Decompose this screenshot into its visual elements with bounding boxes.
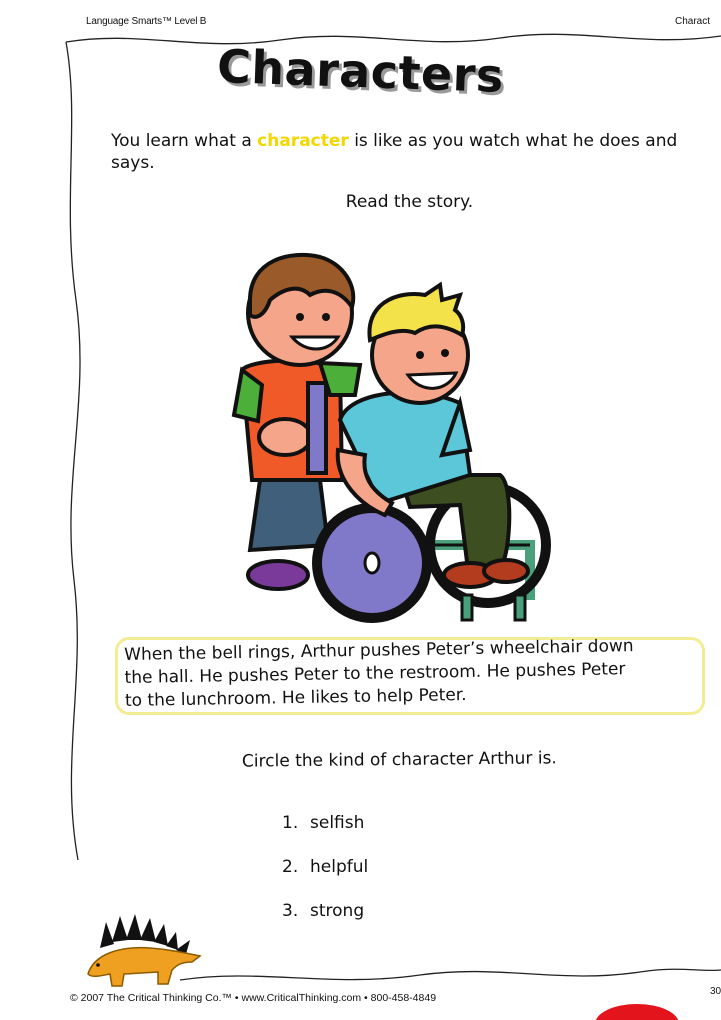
option-label: selfish [310,813,365,833]
intro-text [111,130,701,174]
story-line: to the lunchroom. He likes to help Peter. [124,685,467,711]
stegosaurus-mascot-icon [80,910,210,990]
boy-pushing-wheelchair-illustration [230,245,560,630]
highlighted-term: character [257,131,349,151]
story-line: When the bell rings, Arthur pushes Peter’s wheelchair down [124,636,634,665]
option-number: 2. [282,857,299,877]
intro-before: You learn what a [111,131,258,151]
option-helpful[interactable] [282,857,368,877]
question-text: Circle the kind of character Arthur is. [241,748,557,772]
option-strong[interactable] [282,901,364,921]
header-book-title: Language Smarts™ Level B [86,16,207,27]
page-number: 30 [710,986,721,997]
option-number: 3. [282,901,299,921]
option-label: helpful [310,857,369,877]
red-tab-decoration [592,1002,682,1020]
option-selfish[interactable] [282,813,364,833]
intro-after: is like as you watch what he does and says. [111,131,678,173]
copyright-footer: © 2007 The Critical Thinking Co.™ • www.CriticalThinking.com • 800-458-4849 [70,992,437,1004]
option-number: 1. [282,813,299,833]
story-text [124,634,699,713]
option-label: strong [310,901,365,921]
story-line: the hall. He pushes Peter to the restroom. He pushes Peter [124,659,626,688]
header-section-title: Charact [675,16,711,27]
page-title: Characters [216,39,505,103]
instruction-text: Read the story. [345,192,474,212]
